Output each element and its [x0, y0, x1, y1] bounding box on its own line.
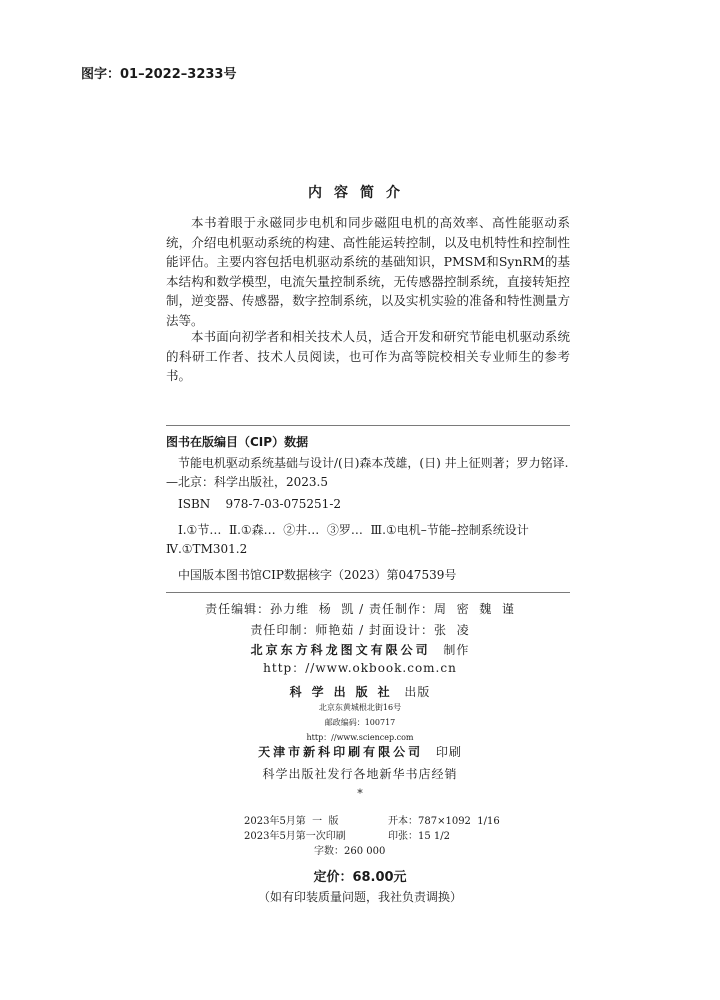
- cip-isbn: ISBN 978-7-03-075251-2: [178, 497, 342, 511]
- cip-classification-1: Ⅰ.①节… Ⅱ.①森… ②井… ③罗… Ⅲ.①电机–节能–控制系统设计: [178, 523, 529, 537]
- summary-title: 内容简介: [308, 185, 412, 201]
- spec-printing: 2023年5月第一次印刷: [244, 831, 346, 842]
- publisher-postcode: 邮政编码：100717: [324, 718, 396, 727]
- price: 定价：68.00元: [313, 870, 407, 885]
- printer-line: [0, 743, 720, 760]
- publisher-address: 北京东黄城根北街16号: [318, 703, 402, 712]
- cip-publisher-line: —北京：科学出版社，2023.5: [166, 475, 328, 489]
- printer-name: 天津市新科印刷有限公司: [258, 745, 424, 759]
- spec-format: 开本：787×1092 1/16: [388, 816, 500, 827]
- cip-classification-2: Ⅳ.①TM301.2: [166, 542, 248, 556]
- publisher-url: http：//www.sciencep.com: [306, 733, 414, 742]
- credits-editors: 责任编辑：孙力维 杨 凯 / 责任制作：周 密 魏 谨: [205, 602, 515, 616]
- cip-title-line: 节能电机驱动系统基础与设计/(日)森本茂雄，(日) 井上征则著；罗力铭译.: [178, 456, 569, 470]
- cip-data-number: 中国版本图书馆CIP数据核字（2023）第047539号: [178, 568, 457, 582]
- cip-heading: 图书在版编目（CIP）数据: [166, 435, 309, 449]
- summary-paragraph-2: 本书面向初学者和相关技术人员，适合开发和研究节能电机驱动系统的科研工作者、技术人员阅读，也可作为高等院校相关专业师生的参考书。: [166, 329, 570, 383]
- copyright-registration: 图字：01–2022–3233号: [81, 67, 237, 82]
- credits-print-design: 责任印制：师艳茹 / 封面设计：张 凌: [250, 623, 470, 637]
- publisher-role: 出版: [404, 685, 431, 699]
- spec-words: 字数：260 000: [314, 846, 386, 857]
- printer-role: 印刷: [435, 745, 462, 759]
- separator-asterisk: *: [357, 787, 363, 800]
- publisher-name: 科学出版社: [289, 685, 400, 699]
- spec-edition: 2023年5月第 一 版: [244, 816, 339, 827]
- producer-name: 北京东方科龙图文有限公司: [250, 643, 431, 657]
- producer-line: [0, 641, 720, 658]
- spec-sheets: 印张：15 1/2: [388, 831, 450, 842]
- producer-role: 制作: [443, 643, 470, 657]
- publisher-line: [0, 683, 720, 700]
- cip-top-rule: [166, 425, 570, 426]
- cip-bottom-rule: [166, 592, 570, 593]
- quality-note: （如有印装质量问题，我社负责调换）: [257, 890, 462, 904]
- summary-paragraph-1: 本书着眼于永磁同步电机和同步磁阻电机的高效率、高性能驱动系统，介绍电机驱动系统的构建、高性能运转控制，以及电机特性和控制性能评估。主要内容包括电机驱动系统的基础知识，PMSM和SynRM的基本结构和数学模型，电流矢量控制系统，无传感器控制系统，直接转矩控制，逆变器、传感器，数字控制系统，以及实机实验的准备和特性测量方法等。: [166, 215, 570, 328]
- distributor: 科学出版社发行各地新华书店经销: [262, 767, 458, 781]
- producer-url: http：//www.okbook.com.cn: [263, 661, 457, 675]
